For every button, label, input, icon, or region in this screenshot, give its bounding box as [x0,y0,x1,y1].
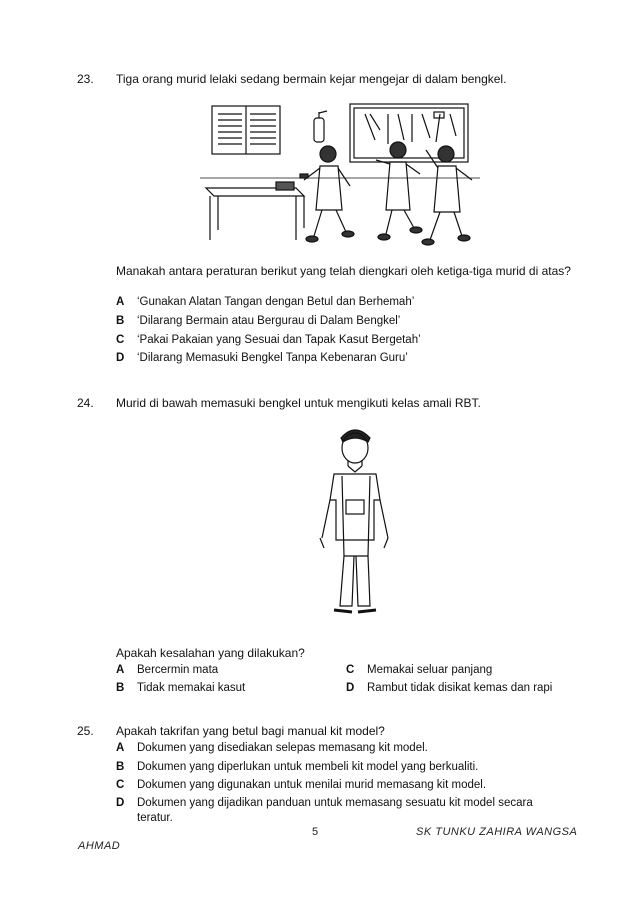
boy-figure-3 [422,146,472,245]
question-number: 25. [77,724,94,738]
school-name: SK TUNKU ZAHIRA WANGSA [416,826,578,838]
question-text: Apakah kesalahan yang dilakukan? [116,646,305,660]
option-c: C ‘Pakai Pakaian yang Sesuai dan Tapak Kasut Bergetah’ [116,334,421,346]
option-c: C Memakai seluar panjang [346,664,493,676]
option-b: B Tidak memakai kasut [116,682,246,694]
question-stem: Murid di bawah memasuki bengkel untuk mengikuti kelas amali RBT. [116,396,481,410]
question-number: 23. [77,72,94,86]
fire-extinguisher-icon [314,118,324,142]
option-d-continuation: teratur. [137,812,173,824]
option-a: A Bercermin mata [116,664,219,676]
apron [342,476,370,556]
boy-figure-1 [300,146,354,242]
option-a: A Dokumen yang disediakan selepas memasang kit model. [116,742,428,754]
student-illustration [310,420,400,620]
option-d: D ‘Dilarang Memasuki Bengkel Tanpa Kebenaran Guru’ [116,352,408,364]
option-b: B ‘Dilarang Bermain atau Bergurau di Dalam Bengkel’ [116,315,401,327]
sandals [334,610,376,612]
question-text: Manakah antara peraturan berikut yang telah diengkari oleh ketiga-tiga murid di atas? [116,264,571,278]
option-b: B Dokumen yang diperlukan untuk membeli kit model yang berkualiti. [116,761,479,773]
option-d: D Rambut tidak disikat kemas dan rapi [346,682,553,694]
option-d: D Dokumen yang dijadikan panduan untuk memasang sesuatu kit model secara [116,797,533,809]
option-c: C Dokumen yang digunakan untuk menilai murid memasang kit model. [116,779,487,791]
question-text: Apakah takrifan yang betul bagi manual kit model? [116,724,385,738]
page-number: 5 [312,826,319,838]
boy-figure-2 [376,142,422,240]
option-a: A ‘Gunakan Alatan Tangan dengan Betul dan Berhemah’ [116,296,415,308]
question-stem: Tiga orang murid lelaki sedang bermain kejar mengejar di dalam bengkel. [116,72,507,86]
workshop-illustration [200,100,480,252]
question-number: 24. [77,396,94,410]
author-name: AHMAD [78,840,121,852]
